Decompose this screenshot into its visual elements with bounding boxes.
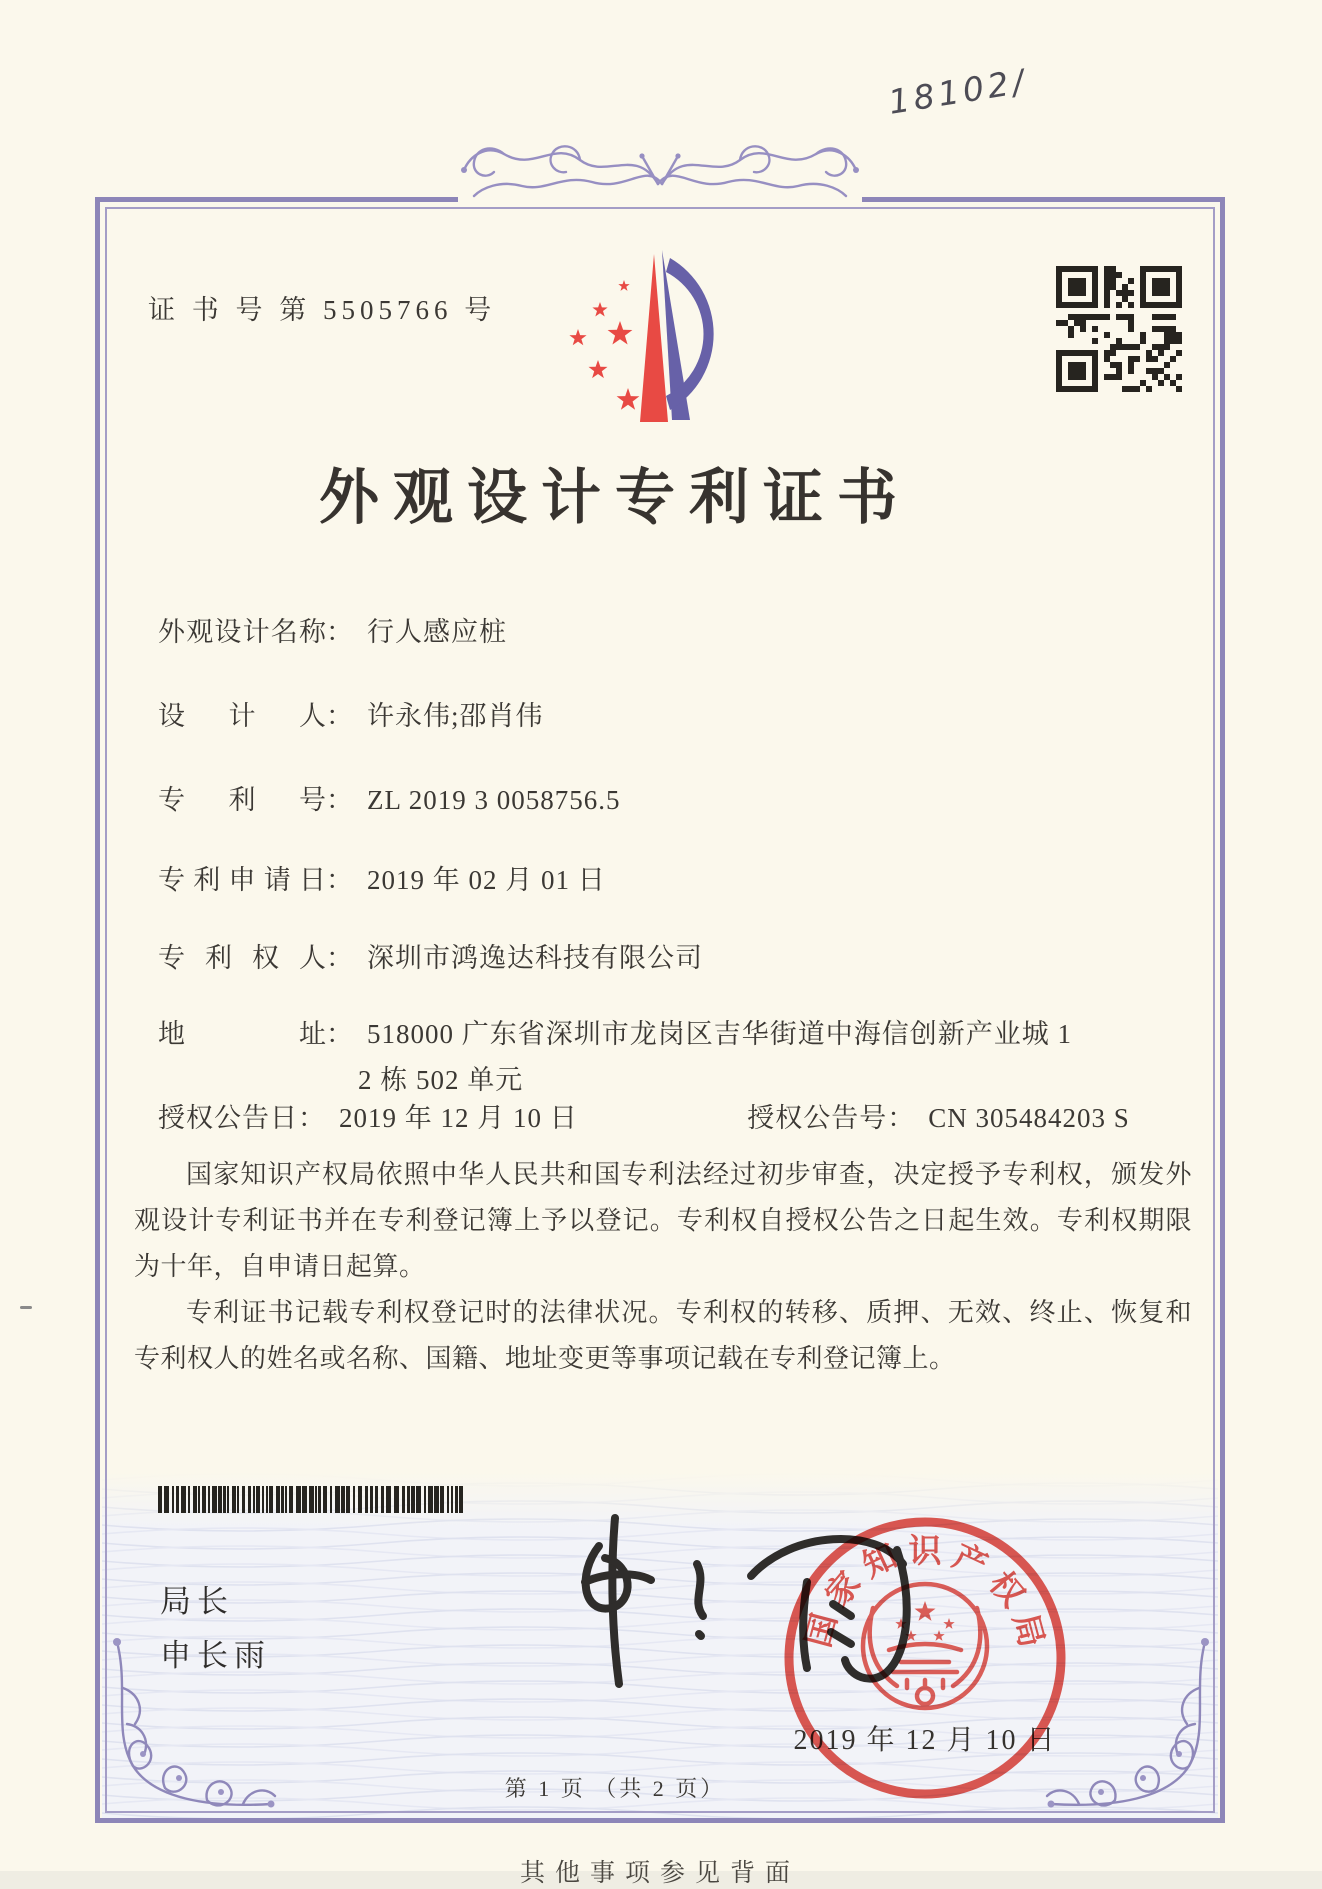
field-address-value-line1: 518000 广东省深圳市龙岗区吉华街道中海信创新产业城 1 [367,1019,1072,1049]
field-grant-no-value: CN 305484203 S [928,1103,1130,1133]
field-filing-date [158,858,606,897]
qr-code [1052,262,1186,396]
legal-paragraph-1: 国家知识产权局依照中华人民共和国专利法经过初步审查，决定授予专利权，颁发外观设计专利证书并在专利登记簿上予以登记。专利权自授权公告之日起生效。专利权期限为十年，自申请日起算。 [134,1160,1192,1281]
certificate-number: 证 书 号 第 5505766 号 [148,295,497,325]
margin-dash-mark [20,1306,32,1309]
svg-text:知: 知 [857,1538,903,1586]
seal-grant-date: 2019 年 12 月 10 日 [793,1725,1057,1756]
certificate-title: 外观设计专利证书 [319,465,911,531]
colon: ： [326,1019,353,1049]
field-design-name [158,610,507,649]
dragon-scroll-ornament [430,88,890,206]
colon: ： [326,865,353,895]
svg-text:产: 产 [947,1538,993,1586]
field-design-name-value: 行人感应桩 [367,617,507,647]
field-grant-row [158,1096,1130,1135]
field-design-name-label: 外观设计名称 [158,617,326,647]
colon: ： [298,1103,325,1133]
svg-text:局: 局 [1005,1610,1050,1652]
field-filing-date-value: 2019 年 02 月 01 日 [367,865,606,895]
bottom-cutoff-line: 其他事项参见背面 [519,1860,800,1887]
handwritten-note: 18102/ [885,61,1031,122]
legal-paragraph-2: 专利证书记载专利权登记时的法律状况。专利权的转移、质押、无效、终止、恢复和专利权人的姓名或名称、国籍、地址变更等事项记载在专利登记簿上。 [134,1298,1192,1373]
barcode [158,1486,470,1513]
colon: ： [326,785,353,815]
field-grant-no-label: 授权公告号 [747,1103,888,1133]
field-filing-date-label: 专利申请日 [158,865,326,895]
colon: ： [887,1103,915,1133]
field-grant-date-value: 2019 年 12 月 10 日 [339,1103,578,1133]
colon: ： [326,617,353,647]
field-patentee-value: 深圳市鸿逸达科技有限公司 [367,943,703,973]
field-designer [158,694,544,733]
svg-text:家: 家 [819,1565,869,1615]
svg-text:识: 识 [908,1534,942,1570]
colon: ： [326,701,353,731]
page-number-footer: 第 1 页 （共 2 页） [504,1776,726,1801]
legal-text-block [134,1152,1192,1382]
commissioner-title: 局长 [160,1584,234,1619]
colon: ： [326,943,353,973]
field-designer-value: 许永伟;邵肖伟 [367,701,544,731]
svg-text:权: 权 [981,1565,1031,1615]
svg-text:国: 国 [800,1610,845,1652]
field-grant-date-label: 授权公告日 [158,1103,298,1133]
commissioner-name: 申长雨 [160,1638,271,1673]
field-patent-no [158,778,620,817]
field-patentee-label: 专利权人 [158,943,326,973]
field-designer-label: 设计人 [158,701,326,731]
field-patent-no-value: ZL 2019 3 0058756.5 [367,785,621,815]
cnipa-round-seal [775,1508,1075,1808]
field-address-label: 地址 [158,1019,326,1049]
field-address [158,1012,1072,1051]
field-patentee [158,936,703,975]
field-address-value-line2: 2 栋 502 单元 [358,1065,524,1095]
field-patent-no-label: 专利号 [158,785,326,815]
cnipa-p-star-logo [520,196,760,436]
